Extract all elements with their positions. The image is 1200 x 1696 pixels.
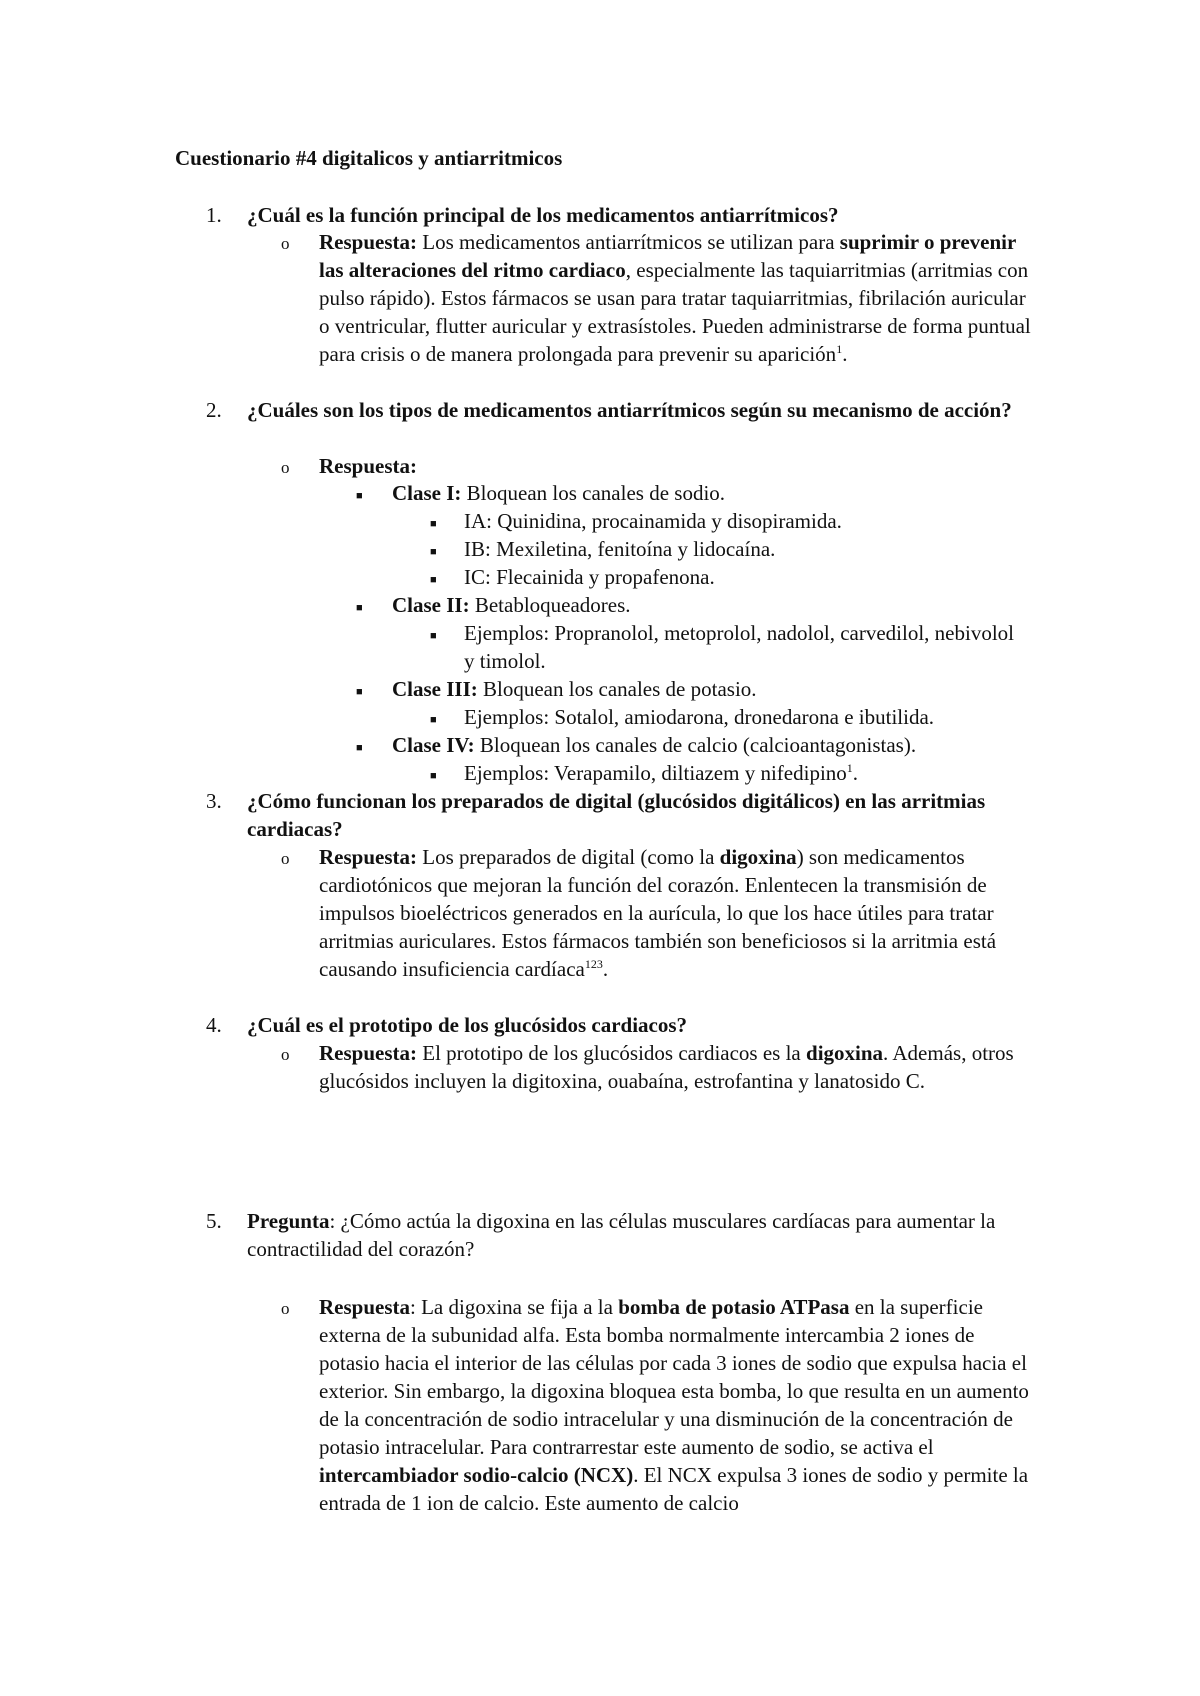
class4a-bullet: ■ xyxy=(430,770,437,782)
q1-bullet: o xyxy=(281,234,290,253)
class3a-item: Ejemplos: Sotalol, amiodarona, dronedarona e ibutilida. xyxy=(464,705,935,729)
q4-answer-label: Respuesta: xyxy=(319,1041,417,1065)
q1-answer-end: . xyxy=(842,342,848,366)
class3-item xyxy=(392,675,1052,703)
q3-footnote: 123 xyxy=(584,957,603,971)
q3-answer-part2: ) son medicamentos cardiotónicos que mejoran la función del corazón. Enlentecen la transmisión de impulsos bioeléctricos generados en la aurícula, lo que los hace útiles para tratar arritmias auriculares. Estos fármacos también son beneficiosos si la arritmia está causando insuficiencia cardíaca xyxy=(319,845,997,981)
class1-bullet: ■ xyxy=(356,490,363,502)
q3-question: ¿Cómo funcionan los preparados de digital (glucósidos digitálicos) en las arritmias cardiacas? xyxy=(247,789,986,841)
class1a-bullet: ■ xyxy=(430,518,437,530)
class4a-end: . xyxy=(852,761,859,785)
class4-bullet: ■ xyxy=(356,742,363,754)
q5-answer-highlight1: bomba de potasio ATPasa xyxy=(618,1295,850,1319)
q2-bullet: o xyxy=(281,458,290,477)
q5-bullet: o xyxy=(281,1299,290,1318)
q5-answer-label: Respuesta xyxy=(319,1295,411,1319)
q1-answer-part1: Los medicamentos antiarrítmicos se utilizan para xyxy=(417,230,840,254)
class3a-bullet: ■ xyxy=(430,714,437,726)
q5-number: 5. xyxy=(206,1209,222,1233)
class3-text: Bloquean los canales de potasio. xyxy=(477,677,757,701)
class1c-bullet: ■ xyxy=(430,574,437,586)
class2-bullet: ■ xyxy=(356,602,363,614)
q3-number: 3. xyxy=(206,789,222,813)
q3-answer-highlight: digoxina xyxy=(719,845,797,869)
q2-number: 2. xyxy=(206,398,222,422)
q5-answer xyxy=(319,1293,1039,1517)
q3-answer-end: . xyxy=(602,957,609,981)
class4a-text: Ejemplos: Verapamilo, diltiazem y nifedipino xyxy=(464,761,847,785)
q3-bullet: o xyxy=(281,849,290,868)
class1-item xyxy=(392,479,1052,507)
q1-footnote: 1 xyxy=(836,342,843,356)
class1-text: Bloquean los canales de sodio. xyxy=(461,481,726,505)
q4-answer-part2: . Además, otros glucósidos incluyen la digitoxina, ouabaína, estrofantina y lanatosido C. xyxy=(319,1041,1014,1093)
class1b-bullet: ■ xyxy=(430,546,437,558)
q1-question: ¿Cuál es la función principal de los medicamentos antiarrítmicos? xyxy=(247,203,839,227)
class4-text: Bloquean los canales de calcio (calcioantagonistas). xyxy=(474,733,917,757)
q5-question-text: : ¿Cómo actúa la digoxina en las células musculares cardíacas para aumentar la contractilidad del corazón? xyxy=(247,1209,996,1261)
q2-answer xyxy=(319,452,1039,480)
q5-answer-highlight2: intercambiador sodio-calcio (NCX) xyxy=(319,1463,634,1487)
q4-number: 4. xyxy=(206,1013,222,1037)
class1a-item: IA: Quinidina, procainamida y disopiramida. xyxy=(464,509,842,533)
class2-item xyxy=(392,591,1052,619)
class3-label: Clase III: xyxy=(392,677,478,701)
q1-number: 1. xyxy=(206,203,222,227)
class1-label: Clase I: xyxy=(392,481,462,505)
q1-answer xyxy=(319,228,1039,368)
class1b-item: IB: Mexiletina, fenitoína y lidocaína. xyxy=(464,537,776,561)
class3-bullet: ■ xyxy=(356,686,363,698)
q1-answer-part2: , especialmente las taquiarritmias (arritmias con pulso rápido). Estos fármacos se usan para tratar taquiarritmias, fibrilación auricular o ventricular, flutter auricular y extrasístoles. Pueden administrarse de forma puntual para crisis o de manera prolongada para prevenir su aparición xyxy=(319,258,1031,366)
q4-answer xyxy=(319,1039,1039,1095)
class4-label: Clase IV: xyxy=(392,733,475,757)
q5-answer-part3: . El NCX expulsa 3 iones de sodio y permite la entrada de 1 ion de calcio. Este aumento de calcio xyxy=(319,1463,1029,1515)
class4a-footnote: 1 xyxy=(846,761,853,775)
q1-answer-highlight: suprimir o prevenir las alteraciones del ritmo cardiaco xyxy=(319,230,1016,282)
q4-answer-part1: El prototipo de los glucósidos cardiacos es la xyxy=(417,1041,807,1065)
class4a-item xyxy=(464,759,1024,787)
class1c-item: IC: Flecainida y propafenona. xyxy=(464,565,715,589)
q3-answer-part1: Los preparados de digital (como la xyxy=(417,845,720,869)
page-title: Cuestionario #4 digitalicos y antiarritmicos xyxy=(175,146,563,170)
class2a-bullet: ■ xyxy=(430,630,437,642)
class4-item xyxy=(392,731,1052,759)
q5-question-label: Pregunta xyxy=(247,1209,330,1233)
q1-answer-label: Respuesta: xyxy=(319,230,417,254)
class2-label: Clase II: xyxy=(392,593,470,617)
q3-answer-label: Respuesta: xyxy=(319,845,417,869)
q5-question xyxy=(247,1207,1027,1263)
q3-answer xyxy=(319,843,1039,983)
class2a-item: Ejemplos: Propranolol, metoprolol, nadolol, carvedilol, nebivolol y timolol. xyxy=(464,621,1014,673)
q4-question: ¿Cuál es el prototipo de los glucósidos cardiacos? xyxy=(247,1013,688,1037)
q2-answer-label: Respuesta: xyxy=(319,454,417,478)
q4-answer-highlight: digoxina xyxy=(806,1041,884,1065)
q4-bullet: o xyxy=(281,1045,290,1064)
class2-text: Betabloqueadores. xyxy=(469,593,631,617)
q5-answer-part1: : La digoxina se fija a la xyxy=(410,1295,619,1319)
q5-answer-part2: en la superficie externa de la subunidad alfa. Esta bomba normalmente intercambia 2 iones de potasio hacia el interior de las células por cada 3 iones de sodio que expulsa hacia el exterior. Sin embargo, la digoxina bloquea esta bomba, lo que resulta en un aumento de la concentración de sodio intracelular y una disminución de la concentración de potasio intracelular. Para contrarrestar este aumento de sodio, se activa el xyxy=(319,1295,1029,1459)
q2-question: ¿Cuáles son los tipos de medicamentos antiarrítmicos según su mecanismo de acción? xyxy=(247,398,1012,422)
